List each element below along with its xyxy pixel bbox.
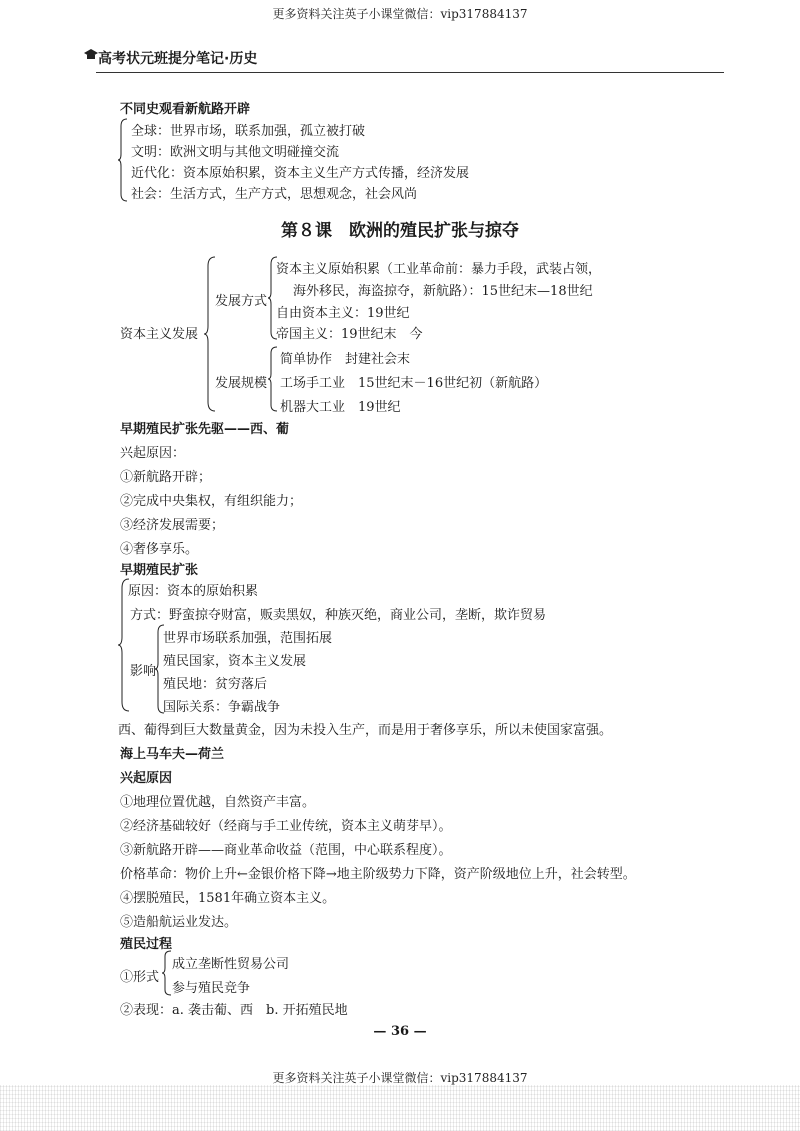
header-rule bbox=[96, 72, 724, 73]
dutch-item: ④摆脱殖民，1581年确立资本主义。 bbox=[120, 891, 336, 906]
intro-item: 近代化：资本原始积累，资本主义生产方式传播，经济发展 bbox=[131, 166, 470, 181]
impact-item: 国际关系：争霸战争 bbox=[163, 700, 281, 715]
pioneer-item: ①新航路开辟； bbox=[120, 470, 212, 485]
page-number: — 36 — bbox=[373, 1024, 427, 1039]
expansion-method: 方式：野蛮掠夺财富，贩卖黑奴，种族灭绝，商业公司，垄断，欺诈贸易 bbox=[130, 608, 547, 623]
ways-item: 资本主义原始积累（工业革命前：暴力手段，武装占领， bbox=[276, 262, 602, 277]
dutch-item: ③新航路开辟——商业革命收益（范围，中心联系程度）。 bbox=[120, 843, 452, 858]
form-item: 参与殖民竞争 bbox=[172, 981, 251, 996]
expansion-reason: 原因：资本的原始积累 bbox=[128, 584, 259, 599]
scale-label: 发展规模 bbox=[215, 376, 268, 391]
ways-item: 帝国主义：19世纪末 今 bbox=[276, 327, 423, 342]
lesson-title: 第８课 欧洲的殖民扩张与掠夺 bbox=[281, 221, 519, 241]
intro-item: 全球：世界市场，联系加强，孤立被打破 bbox=[131, 124, 366, 139]
header-title: 高考状元班提分笔记·历史 bbox=[98, 51, 258, 67]
dutch-sub: 兴起原因 bbox=[120, 771, 173, 786]
pioneer-sub: 兴起原因： bbox=[120, 446, 186, 461]
process-heading: 殖民过程 bbox=[120, 937, 173, 952]
process-performance: ②表现：a. 袭击葡、西 b. 开拓殖民地 bbox=[120, 1003, 348, 1018]
ways-label: 发展方式 bbox=[215, 294, 268, 309]
form-label: ①形式 bbox=[120, 970, 160, 985]
pioneer-item: ③经济发展需要； bbox=[120, 518, 225, 533]
scale-item: 工场手工业 15世纪末－16世纪初（新航路） bbox=[280, 376, 548, 391]
intro-heading: 不同史观看新航路开辟 bbox=[120, 102, 251, 117]
impact-label: 影响 bbox=[130, 664, 157, 679]
capitalism-root: 资本主义发展 bbox=[120, 327, 199, 342]
dutch-item: ①地理位置优越，自然资产丰富。 bbox=[120, 795, 316, 810]
dutch-item: ②经济基础较好（经商与手工业传统，资本主义萌芽早）。 bbox=[120, 819, 452, 834]
impact-item: 殖民地：贫穷落后 bbox=[163, 677, 268, 692]
intro-item: 社会：生活方式，生产方式，思想观念，社会风尚 bbox=[131, 187, 418, 202]
intro-brace bbox=[118, 118, 128, 202]
ways-item: 自由资本主义：19世纪 bbox=[276, 306, 410, 321]
watermark-top: 更多资料关注英子小课堂微信：vip317884137 bbox=[272, 7, 528, 21]
pioneer-heading: 早期殖民扩张先驱——西、葡 bbox=[120, 422, 290, 437]
form-item: 成立垄断性贸易公司 bbox=[172, 957, 290, 972]
expansion-heading: 早期殖民扩张 bbox=[120, 563, 199, 578]
graduation-cap-icon bbox=[84, 48, 98, 62]
dutch-item: ⑤造船航运业发达。 bbox=[120, 915, 238, 930]
pioneer-item: ②完成中央集权，有组织能力； bbox=[120, 494, 303, 509]
pioneer-item: ④奢侈享乐。 bbox=[120, 542, 199, 557]
impact-item: 殖民国家，资本主义发展 bbox=[163, 654, 307, 669]
dutch-heading: 海上马车夫—荷兰 bbox=[120, 747, 225, 762]
impact-item: 世界市场联系加强，范围拓展 bbox=[163, 631, 333, 646]
ways-item: 海外移民，海盗掠夺，新航路）：15世纪末—18世纪 bbox=[293, 284, 593, 299]
scale-item: 简单协作 封建社会末 bbox=[280, 352, 411, 367]
dutch-item: 价格革命：物价上升←金银价格下降→地主阶级势力下降，资产阶级地位上升，社会转型。 bbox=[120, 867, 636, 882]
scale-brace bbox=[268, 346, 278, 412]
scale-item: 机器大工业 19世纪 bbox=[280, 400, 401, 415]
expansion-note: 西、葡得到巨大数量黄金，因为未投入生产，而是用于奢侈享乐，所以未使国家富强。 bbox=[118, 723, 613, 738]
watermark-bottom: 更多资料关注英子小课堂微信：vip317884137 bbox=[272, 1071, 528, 1085]
scan-noise bbox=[0, 1085, 800, 1131]
intro-item: 文明：欧洲文明与其他文明碰撞交流 bbox=[131, 145, 340, 160]
form-brace bbox=[162, 950, 172, 996]
